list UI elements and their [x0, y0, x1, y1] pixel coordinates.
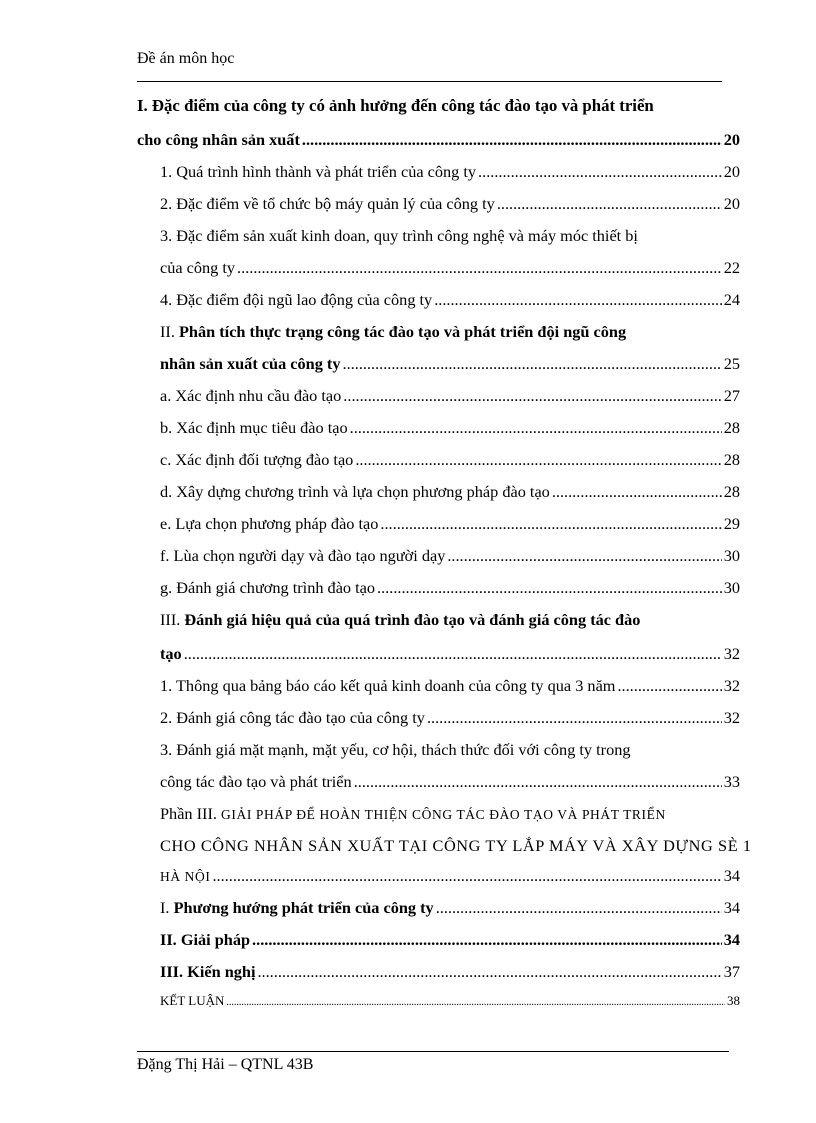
page-number: 28	[723, 450, 740, 469]
toc-heading-line: III. Đánh giá hiệu quả của quá trình đào tạo và đánh giá công tác đào	[160, 610, 641, 629]
toc-entry[interactable]: d. Xây dựng chương trình và lựa chọn phương pháp đào tạo ..... 28	[160, 482, 740, 502]
page-number: 34	[723, 866, 740, 885]
page-number: 28	[723, 482, 740, 501]
dot-leader	[184, 644, 722, 664]
page-number: 34	[723, 930, 740, 949]
page-number: 34	[723, 898, 740, 917]
dot-leader	[226, 997, 725, 1008]
page-header: Đề án môn học	[137, 50, 235, 67]
toc-part-line: Phần III. GIẢI PHÁP ĐỂ HOÀN THIỆN CÔNG TÁC ĐÀO TẠO VÀ PHÁT TRIỂN	[160, 804, 666, 823]
dot-leader	[343, 386, 721, 406]
toc-entry[interactable]: KẾT LUẬN ..... 38	[160, 993, 740, 1009]
dot-leader	[354, 772, 722, 792]
dot-leader	[252, 930, 722, 950]
dot-leader	[380, 514, 721, 534]
page-number: 37	[723, 962, 740, 981]
toc-entry[interactable]: III. Kiến nghị ..... 37	[160, 962, 740, 982]
page-number: 28	[723, 418, 740, 437]
dot-leader	[212, 866, 721, 886]
toc-heading-line: I. Đặc điểm của công ty có ảnh hưởng đến công tác đào tạo và phát triển	[137, 96, 654, 115]
dot-leader	[237, 258, 722, 278]
page-number: 30	[723, 578, 740, 597]
page-number: 22	[723, 258, 740, 277]
toc-heading-line: II. Phân tích thực trạng công tác đào tạo và phát triển đội ngũ công	[160, 322, 627, 341]
page-number: 32	[723, 708, 740, 727]
page-number: 24	[723, 290, 740, 309]
dot-leader	[552, 482, 722, 502]
page-number: 33	[723, 772, 740, 791]
dot-leader	[355, 450, 721, 470]
toc-part-line: CHO CÔNG NHÂN SẢN XUẤT TẠI CÔNG TY LẮP MÁY VÀ XÂY DỰNG SÈ 1	[160, 836, 752, 855]
toc-entry[interactable]: cho công nhân sản xuất ..... 20	[137, 130, 740, 150]
dot-leader	[257, 962, 721, 982]
page-number: 32	[723, 644, 740, 663]
toc-entry[interactable]: b. Xác định mục tiêu đào tạo ..... 28	[160, 418, 740, 438]
page-number: 30	[723, 546, 740, 565]
dot-leader	[350, 418, 722, 438]
dot-leader	[478, 162, 722, 182]
dot-leader	[343, 354, 722, 374]
toc-entry-line: 3. Đánh giá mặt mạnh, mặt yếu, cơ hội, thách thức đối với công ty trong	[160, 740, 631, 759]
dot-leader	[447, 546, 721, 566]
page-footer: Đặng Thị Hải – QTNL 43B	[137, 1056, 314, 1073]
dot-leader	[377, 578, 722, 598]
toc-entry[interactable]: I. Phương hướng phát triển của công ty ..... 34	[160, 898, 740, 918]
toc-entry[interactable]: f. Lùa chọn người dạy và đào tạo người dạy ..... 30	[160, 546, 740, 566]
toc-entry[interactable]: II. Giải pháp ..... 34	[160, 930, 740, 950]
toc-entry[interactable]: HÀ NỘI ..... 34	[160, 866, 740, 886]
dot-leader	[427, 708, 722, 728]
toc-entry[interactable]: 2. Đặc điểm về tổ chức bộ máy quản lý của công ty ..... 20	[160, 194, 740, 214]
page-number: 25	[723, 354, 740, 373]
toc-entry[interactable]: 2. Đánh giá công tác đào tạo của công ty ..... 32	[160, 708, 740, 728]
page-number: 29	[723, 514, 740, 533]
toc-entry[interactable]: tạo ..... 32	[160, 644, 740, 664]
toc-entry[interactable]: nhân sản xuất của công ty ..... 25	[160, 354, 740, 374]
toc-entry[interactable]: c. Xác định đối tượng đào tạo ..... 28	[160, 450, 740, 470]
page-number: 20	[723, 130, 740, 149]
toc-entry[interactable]: g. Đánh giá chương trình đào tạo ..... 30	[160, 578, 740, 598]
toc-entry-line: 3. Đặc điểm sản xuất kinh doan, quy trình công nghệ và máy móc thiết bị	[160, 226, 638, 245]
toc-entry[interactable]: e. Lựa chọn phương pháp đào tạo ..... 29	[160, 514, 740, 534]
dot-leader	[617, 676, 721, 696]
toc-entry[interactable]: công tác đào tạo và phát triển ..... 33	[160, 772, 740, 792]
toc-entry[interactable]: 4. Đặc điểm đội ngũ lao động của công ty ..... 24	[160, 290, 740, 310]
page-number: 38	[727, 993, 740, 1008]
page-number: 27	[723, 386, 740, 405]
toc-entry[interactable]: 1. Thông qua bảng báo cáo kết quả kinh doanh của công ty qua 3 năm ..... 32	[160, 676, 740, 696]
toc-entry[interactable]: của công ty ..... 22	[160, 258, 740, 278]
page-number: 32	[723, 676, 740, 695]
header-rule	[137, 81, 722, 82]
page-number: 20	[723, 194, 740, 213]
footer-rule	[137, 1051, 729, 1052]
dot-leader	[497, 194, 722, 214]
dot-leader	[434, 290, 722, 310]
page-number: 20	[723, 162, 740, 181]
toc-entry[interactable]: 1. Quá trình hình thành và phát triển của công ty ..... 20	[160, 162, 740, 182]
dot-leader	[436, 898, 722, 918]
dot-leader	[302, 130, 722, 150]
toc-entry[interactable]: a. Xác định nhu cầu đào tạo ..... 27	[160, 386, 740, 406]
